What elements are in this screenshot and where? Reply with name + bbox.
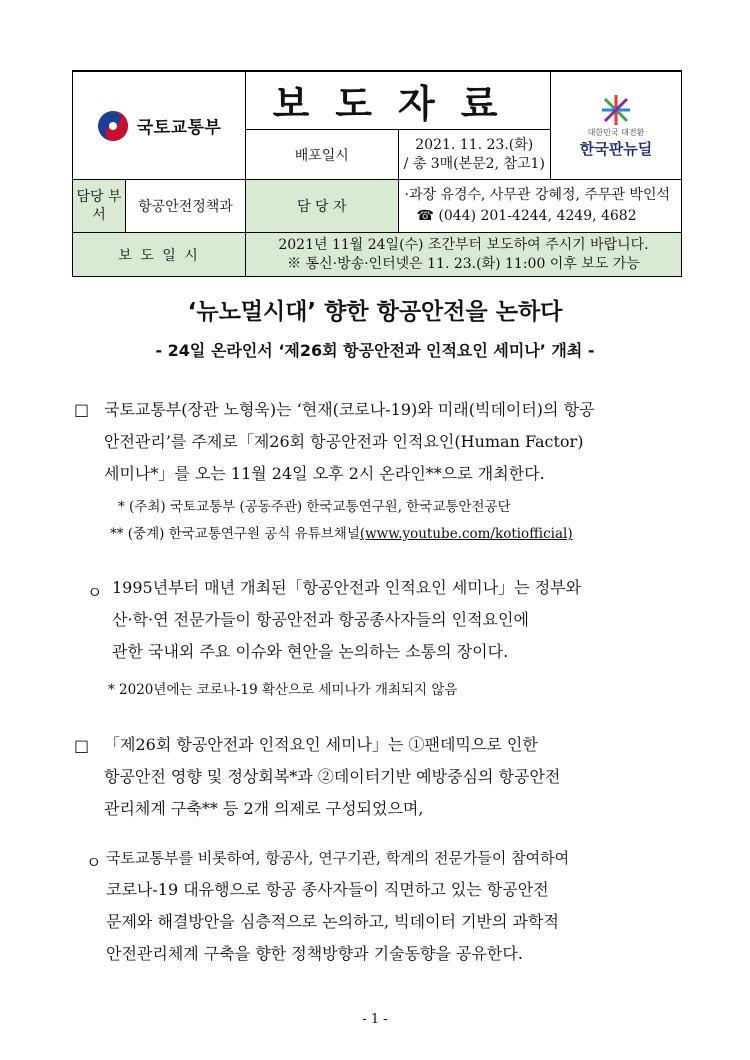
square-bullet: □ <box>74 400 90 419</box>
newdeal-star-icon <box>596 93 636 127</box>
note-1: * (주최) 국토교통부 (공동주관) 한국교통연구원, 한국교통안전공단 <box>118 499 511 515</box>
embargo-line2: ※ 통신·방송·인터넷은 11. 23.(화) 11:00 이후 보도 가능 <box>287 255 640 272</box>
paragraph-3 <box>104 729 674 825</box>
contact-cell <box>398 180 682 233</box>
p4-line3: 문제와 해결방안을 심층적으로 논의하고, 빅데이터 기반의 과학적 <box>106 912 559 931</box>
embargo-line1: 2021년 11월 24일(수) 조간부터 보도하여 주시기 바랍니다. <box>278 236 649 253</box>
p2-line3: 관한 국내외 주요 이슈와 현안을 논의하는 소통의 장이다. <box>112 642 509 661</box>
release-date-label: 배포일시 <box>246 130 399 180</box>
headline-subtitle: - 24일 온라인서 ‘제26회 항공안전과 인적요인 세미나’ 개최 - <box>155 341 595 360</box>
paragraph-4 <box>106 842 674 970</box>
p2-line1: 1995년부터 매년 개최된「항공안전과 인적요인 세미나」는 정부와 <box>112 578 582 597</box>
release-date-value <box>398 130 551 180</box>
p1-line3: 세미나*」를 오는 11월 24일 오후 2시 온라인**으로 개최한다. <box>104 464 545 483</box>
circle-bullet: ㅇ <box>87 583 103 602</box>
circle-bullet: ㅇ <box>86 853 102 872</box>
release-date-line1: 2021. 11. 23.(화) <box>415 136 534 153</box>
ministry-name: 국토교통부 <box>136 118 222 138</box>
p3-line3: 관리체계 구축** 등 2개 의제로 구성되었으며, <box>104 799 424 818</box>
ministry-logo-cell <box>73 71 246 180</box>
newdeal-logo-cell <box>551 71 682 180</box>
p4-line4: 안전관리체계 구축을 향한 정책방향과 기술동향을 공유한다. <box>106 944 523 963</box>
note-3: * 2020년에는 코로나-19 확산으로 세미나가 개최되지 않음 <box>108 682 458 698</box>
p1-line1: 국토교통부(장관 노형욱)는 ‘현재(코로나-19)와 미래(빅데이터)의 항공 <box>104 400 595 419</box>
embargo-cell <box>246 233 682 277</box>
phone-value: ☎ (044) 201-4244, 4249, 4682 <box>416 208 637 224</box>
square-bullet: □ <box>74 736 90 755</box>
youtube-link[interactable]: (www.youtube.com/kotiofficial) <box>359 526 573 542</box>
newdeal-small-text: 대한민국 대전환 <box>587 127 645 137</box>
note-2 <box>110 524 573 544</box>
person-label: 담 당 자 <box>246 180 399 233</box>
dept-label: 담당 부서 <box>73 180 126 232</box>
paragraph-1 <box>104 394 674 490</box>
release-date-line2: / 총 3매(본문2, 참고1) <box>403 155 545 172</box>
doc-type-title: 보도자료 <box>246 71 551 130</box>
header-table <box>72 70 682 277</box>
headline-title: ‘뉴노멀시대’ 향한 항공안전을 논하다 <box>187 299 563 325</box>
note-2-text: ** (중계) 한국교통연구원 공식 유튜브채널 <box>110 526 360 542</box>
newdeal-name: 한국판뉴딜 <box>579 139 653 158</box>
dept-value: 항공안전정책과 <box>138 199 233 215</box>
p4-line1: 국토교통부를 비롯하여, 항공사, 연구기관, 학계의 전문가들이 참여하여 <box>106 849 570 867</box>
p2-line2: 산·학·연 전문가들이 항공안전과 항공종사자들의 인적요인에 <box>112 610 529 629</box>
taegeuk-emblem-icon <box>97 110 129 142</box>
person-value: ·과장 유경수, 사무관 강혜정, 주무관 박인석 <box>404 187 671 203</box>
dept-row <box>73 180 246 233</box>
embargo-label: 보 도 일 시 <box>73 233 246 277</box>
p1-line2: 안전관리’를 주제로「제26회 항공안전과 인적요인(Human Factor) <box>104 432 584 451</box>
page-number: - 1 - <box>362 1012 388 1027</box>
p3-line1: 「제26회 항공안전과 인적요인 세미나」는 ①팬데믹으로 인한 <box>104 735 538 754</box>
paragraph-2 <box>112 572 674 668</box>
p3-line2: 항공안전 영향 및 정상회복*과 ②데이터기반 예방중심의 항공안전 <box>104 767 561 786</box>
p4-line2: 코로나-19 대유행으로 항공 종사자들이 직면하고 있는 항공안전 <box>106 880 549 899</box>
